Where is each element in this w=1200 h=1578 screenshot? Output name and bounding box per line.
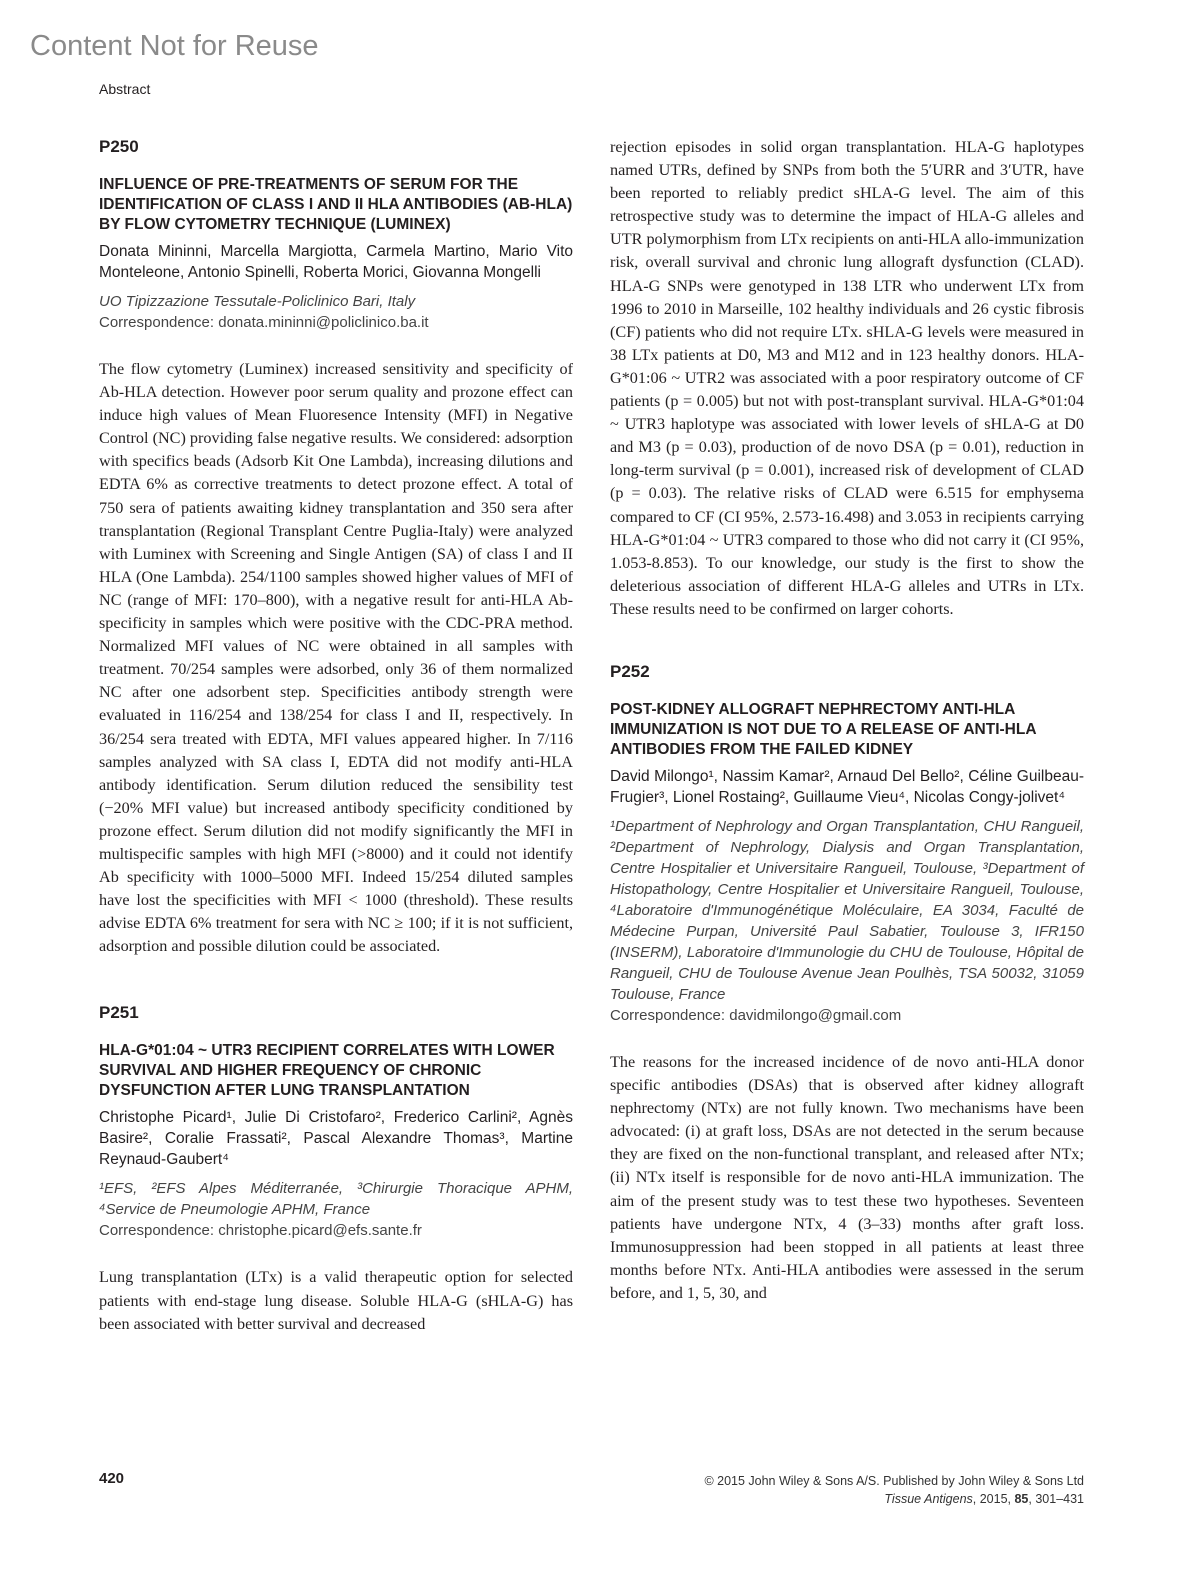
abstract-p252 xyxy=(610,661,1084,1305)
abstract-p250 xyxy=(99,136,573,958)
abstract-body: The reasons for the increased incidence of de novo anti-HLA donor specific antibodies (DSAs) that is observed after kidney allograft nephrectomy (NTx) are not fully known. Two mechanisms have been advocated: (i) at graft loss, DSAs are not detected in the serum because they are fixed on the non-functional transplant, and released after NTx; (ii) NTx itself is responsible for de novo anti-HLA immunization. The aim of the present study was to test these two hypotheses. Seventeen patients have undergone NTx, 4 (3–33) months after graft loss. Immunosuppression had been stopped in all patients at least three months before NTx. Anti-HLA antibodies were assessed in the serum before, and 1, 5, 30, and xyxy=(610,1052,1084,1302)
abstract-body-part2: rejection episodes in solid organ transplantation. HLA-G haplotypes named UTRs, defined by SNPs from both the 5′URR and 3′UTR, have been reported to reliably predict sHLA-G level. The aim of this retrospective study was to determine the impact of HLA-G alleles and UTR polymorphism from LTx recipients on anti-HLA allo-immunization risk, overall survival and chronic lung allograft dysfunction (CLAD). HLA-G SNPs were genotyped in 138 LTR who underwent LTx from 1996 to 2010 in Marseille, 102 healthy individuals and 26 cystic fibrosis (CF) patients who did not require LTx. sHLA-G levels were measured in 38 LTx patients at D0, M3 and M12 and in 123 healthy donors. HLA-G*01:06 ~ UTR2 was associated with a poor respiratory outcome of CF patients (p = 0.005) but not with post-transplant survival. HLA-G*01:04 ~ UTR3 haplotype was associated with lower levels of sHLA-G at D0 and M3 (p = 0.03), production of de novo DSA (p = 0.01), reduction in long-term survival (p = 0.001), increased risk of development of CLAD (p = 0.03). The relative risks of CLAD were 6.515 for emphysema compared to CF (CI 95%, 2.573-16.498) and 3.053 in recipients carrying HLA-G*01:04 ~ UTR3 compared to those who did not carry it (CI 95%, 1.053-8.853). To our knowledge, our study is the first to show the deleterious association of different HLA-G alleles and UTRs in LTx. These results need to be confirmed on larger cohorts. xyxy=(610,138,1084,618)
abstract-correspondence: Correspondence: davidmilongo@gmail.com xyxy=(610,1006,902,1024)
left-column xyxy=(99,136,573,1336)
abstract-title: POST-KIDNEY ALLOGRAFT NEPHRECTOMY ANTI-HLA IMMUNIZATION IS NOT DUE TO A RELEASE OF ANTI-HLA ANTIBODIES FROM THE FAILED KIDNEY xyxy=(610,700,1036,758)
abstract-id: P250 xyxy=(99,137,139,156)
journal-citation xyxy=(584,1490,1084,1508)
footer-citation xyxy=(584,1472,1084,1508)
abstract-affiliation: ¹EFS, ²EFS Alpes Méditerranée, ³Chirurgie Thoracique APHM, ⁴Service de Pneumologie APHM, France xyxy=(99,1180,573,1219)
abstract-affiliation: UO Tipizzazione Tessutale-Policlinico Bari, Italy xyxy=(99,293,416,310)
copyright: © 2015 John Wiley & Sons A/S. Published by John Wiley & Sons Ltd xyxy=(704,1474,1084,1488)
citation-year: , 2015, xyxy=(972,1492,1015,1506)
abstract-authors: David Milongo¹, Nassim Kamar², Arnaud Del Bello², Céline Guilbeau-Frugier³, Lionel Rostaing², Guillaume Vieu⁴, Nicolas Congy-jolivet⁴ xyxy=(610,767,1084,806)
abstract-title: INFLUENCE OF PRE-TREATMENTS OF SERUM FOR THE IDENTIFICATION OF CLASS I AND II HLA ANTIBODIES (AB-HLA) BY FLOW CYTOMETRY TECHNIQUE (LUMINEX) xyxy=(99,176,573,233)
abstract-body: The flow cytometry (Luminex) increased sensitivity and specificity of Ab-HLA detection. However poor serum quality and prozone effect can induce high values of Mean Fluoresence Intensity (MFI) in Negative Control (NC) providing false negative results. We considered: adsorption with specifics beads (Adsorb Kit One Lambda), increasing dilutions and EDTA 6% as corrective treatments to detect prozone effect. A total of 750 sera of patients awaiting kidney transplantation and 350 sera after transplantation (Regional Transplant Centre Puglia-Italy) were analyzed with Luminex with Screening and Single Antigen (SA) of class I and II HLA (One Lambda). 254/1100 samples showed higher values of MFI of NC (range of MFI: 170–800), with a negative result for anti-HLA Ab-specificity in samples which were positive with the CDC-PRA method. Normalized MFI values of NC were obtained in all samples with treatment. 70/254 samples were adsorbed, only 36 of them normalized NC after one adsorbent step. Specificities antibody strength were evaluated in 116/254 and 138/254 for class I and II, respectively. In 36/254 sera treated with EDTA, MFI values appeared higher. In 7/116 samples analyzed with SA class I, EDTA did not modify anti-HLA antibody identification. Serum dilution reduced the sensibility test (−20% MFI value) but increased antibody specificity conditioned by prozone effect. Serum dilution did not modify significantly the MFI in multispecific samples with high MFI (>8000) and it could not identify Ab specificity with 1000–5000 MFI. Indeed 15/254 diluted samples have lost the specificities with MFI < 1000 (threshold). These results advise EDTA 6% treatment for sera with NC ≥ 100; if it is not sufficient, adsorption and possible dilution could be associated. xyxy=(99,360,573,956)
journal-name: Tissue Antigens xyxy=(884,1492,973,1506)
abstract-affiliation: ¹Department of Nephrology and Organ Transplantation, CHU Rangueil, ²Department of Nephrology, Dialysis and Organ Transplantation, Centre Hospitalier et Universitaire Rangueil, Toulouse, ³Department of Histopathology, Centre Hospitalier et Universitaire Rangueil, Toulouse, ⁴Laboratoire d'Immunogénétique Moléculaire, EA 3034, Faculté de Médecine Purpan, Université Paul Sabatier, Toulouse 3, IFR150 (INSERM), Laboratoire d'Immunologie du CHU de Toulouse, Hôpital de Rangueil, CHU de Toulouse Avenue Jean Poulhès, TSA 50032, 31059 Toulouse, France xyxy=(610,817,1084,1003)
section-label: Abstract xyxy=(99,81,151,97)
abstract-id: P251 xyxy=(99,1003,139,1023)
abstract-title: HLA-G*01:04 ~ UTR3 RECIPIENT CORRELATES WITH LOWER SURVIVAL AND HIGHER FREQUENCY OF CHRONIC DYSFUNCTION AFTER LUNG TRANSPLANTATION xyxy=(99,1042,555,1100)
page-number: 420 xyxy=(99,1470,125,1487)
watermark: Content Not for Reuse xyxy=(30,30,319,62)
abstract-p251 xyxy=(99,1002,573,1335)
abstract-body-part1: Lung transplantation (LTx) is a valid therapeutic option for selected patients with end-stage lung disease. Soluble HLA-G (sHLA-G) has been associated with better survival and decreased xyxy=(99,1268,573,1333)
abstract-authors: Christophe Picard¹, Julie Di Cristofaro², Frederico Carlini², Agnès Basire², Coralie Frassati², Pascal Alexandre Thomas³, Martine Reynaud-Gaubert⁴ xyxy=(99,1109,573,1169)
right-column xyxy=(610,136,1084,1305)
abstract-correspondence: Correspondence: christophe.picard@efs.sante.fr xyxy=(99,1222,422,1240)
abstract-authors: Donata Mininni, Marcella Margiotta, Carmela Martino, Mario Vito Monteleone, Antonio Spinelli, Roberta Morici, Giovanna Mongelli xyxy=(99,243,573,281)
page-range: , 301–431 xyxy=(1028,1492,1084,1506)
abstract-correspondence: Correspondence: donata.mininni@policlinico.ba.it xyxy=(99,314,429,331)
abstract-id: P252 xyxy=(610,661,650,681)
volume: 85 xyxy=(1014,1492,1029,1506)
